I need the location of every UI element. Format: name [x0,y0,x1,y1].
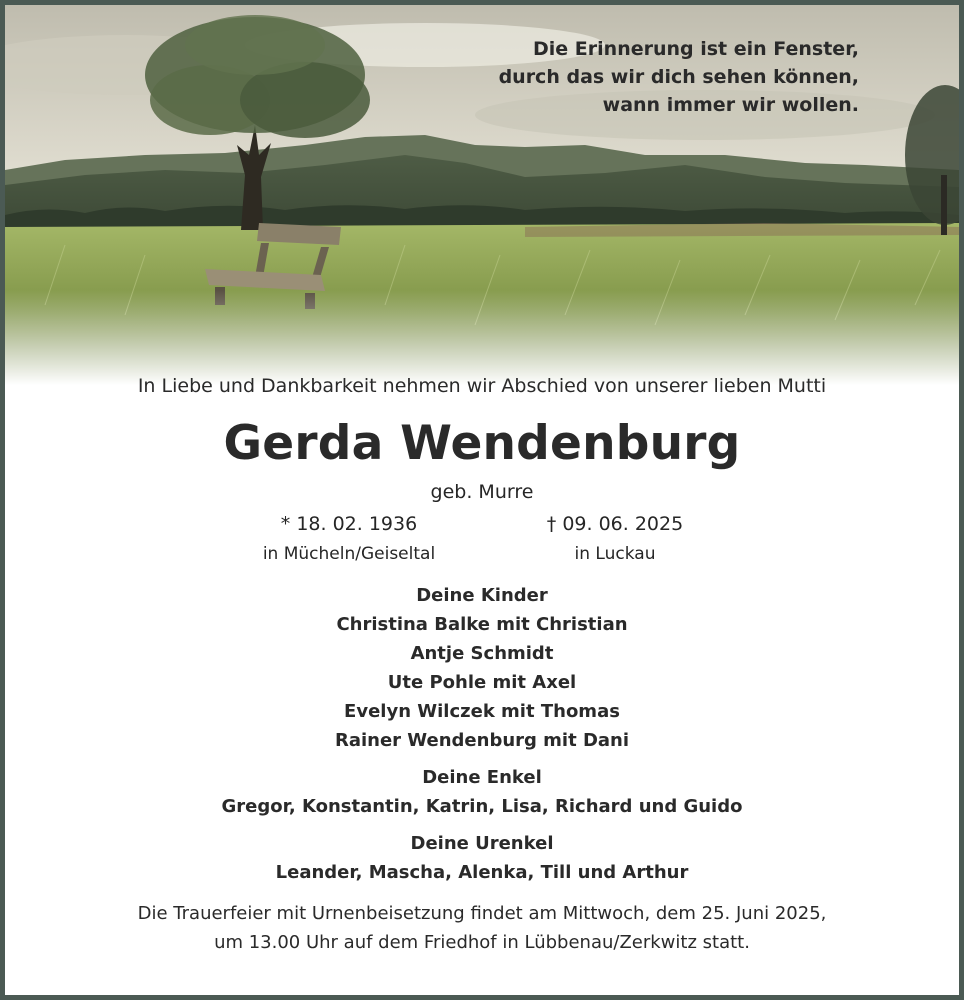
greatgrandchildren-group [5,829,959,887]
death-info [485,509,745,569]
service-line: Die Trauerfeier mit Urnenbeisetzung findet am Mittwoch, dem 25. Juni 2025, [137,903,827,924]
greatgrandchildren-heading: Deine Urenkel [410,833,554,854]
service-info [5,899,959,957]
quote-line: wann immer wir wollen. [602,94,859,116]
quote-line: durch das wir dich sehen können, [498,66,859,88]
quote-line: Die Erinnerung ist ein Fenster, [533,38,859,60]
death-place: in Luckau [574,544,656,564]
birth-place: in Mücheln/Geiseltal [262,544,436,564]
child-line: Christina Balke mit Christian [336,614,628,635]
photo-fade [5,290,959,385]
grandchildren-heading: Deine Enkel [422,767,542,788]
life-dates [5,509,959,569]
death-date: † 09. 06. 2025 [546,513,684,535]
child-line: Antje Schmidt [410,643,554,664]
child-line: Evelyn Wilczek mit Thomas [344,701,620,722]
maiden-name: geb. Murre [430,481,534,503]
service-line: um 13.00 Uhr auf dem Friedhof in Lübbenau/Zerkwitz statt. [214,932,750,953]
deceased-name: Gerda Wendenburg [223,416,741,471]
child-line: Ute Pohle mit Axel [387,672,577,693]
obituary-text [5,373,959,957]
landscape-photo [5,5,959,385]
grandchildren-names: Gregor, Konstantin, Katrin, Lisa, Richard und Guido [221,796,743,817]
children-heading: Deine Kinder [416,585,548,606]
children-group [5,581,959,755]
greatgrandchildren-names: Leander, Mascha, Alenka, Till und Arthur [275,862,689,883]
child-line: Rainer Wendenburg mit Dani [334,730,630,751]
birth-info [219,509,479,569]
birth-date: * 18. 02. 1936 [280,513,418,535]
grandchildren-group [5,763,959,821]
memorial-quote [499,35,859,119]
intro-line: In Liebe und Dankbarkeit nehmen wir Abschied von unserer lieben Mutti [137,375,827,397]
